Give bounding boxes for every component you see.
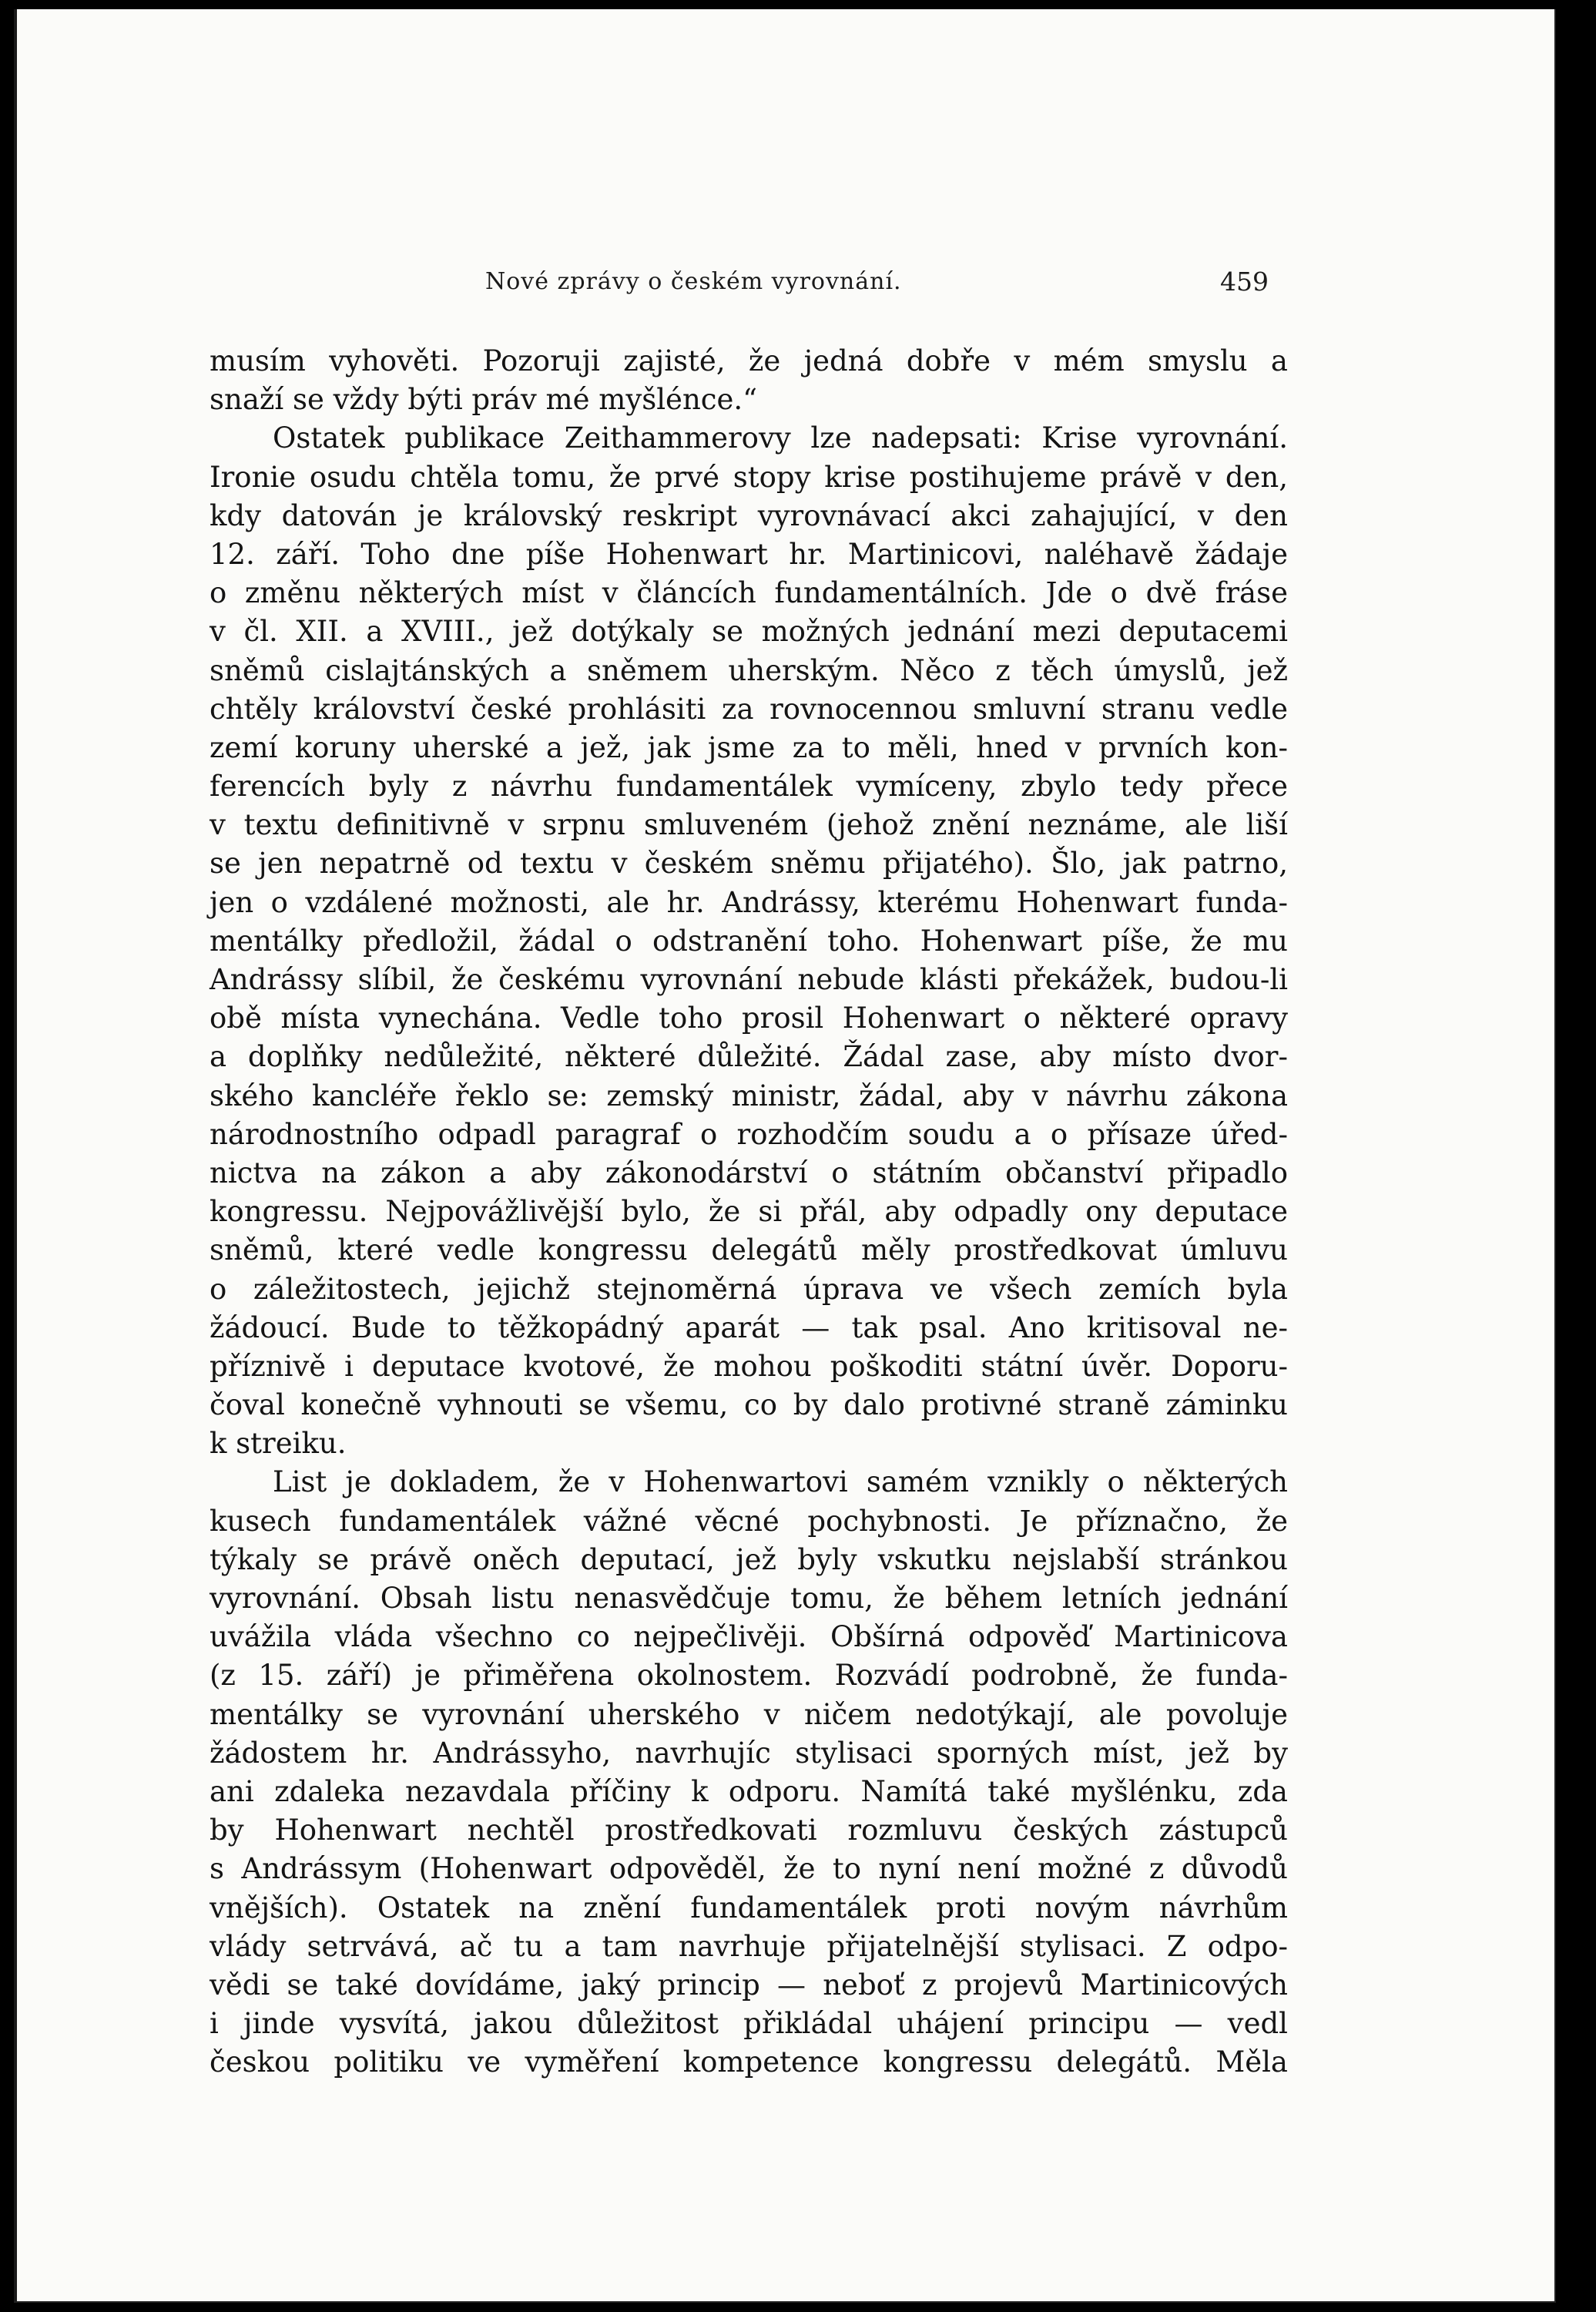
text-line: musím vyhověti. Pozoruji zajisté, že jedná dobře v mém smyslu a — [210, 344, 1288, 378]
text-line: ani zdaleka nezavdala příčiny k odporu. Namítá také myšlénku, zda — [210, 1774, 1288, 1808]
text-line: ferencích byly z návrhu fundamentálek vymíceny, zbylo tedy přece — [210, 770, 1288, 804]
text-line: vědi se také dovídáme, jaký princip — neboť z projevů Martinicových — [210, 1968, 1288, 2002]
text-line: českou politiku ve vyměření kompetence kongressu delegátů. Měla — [210, 2045, 1288, 2079]
text-line: žádostem hr. Andrássyho, navrhujíc stylisaci sporných míst, jež by — [210, 1736, 1288, 1770]
text-line: žádoucí. Bude to těžkopádný aparát — tak psal. Ano kritisoval ne- — [210, 1310, 1288, 1344]
text-line: obě místa vynechána. Vedle toho prosil Hohenwart o některé opravy — [210, 1002, 1288, 1035]
text-line: by Hohenwart nechtěl prostředkovati rozmluvu českých zástupců — [210, 1814, 1288, 1847]
text-line: snaží se vždy býti práv mé myšlénce.“ — [210, 383, 758, 417]
text-line: s Andrássym (Hohenwart odpověděl, že to nyní není možné z důvodů — [210, 1852, 1288, 1886]
text-line: čoval konečně vyhnouti se všemu, co by dalo protivné straně záminku — [210, 1388, 1288, 1422]
text-line: a doplňky nedůležité, některé důležité. Žádal zase, aby místo dvor- — [210, 1040, 1288, 1074]
text-line: kongressu. Nejpovážlivější bylo, že si přál, aby odpadly ony deputace — [210, 1195, 1288, 1229]
text-line: se jen nepatrně od textu v českém sněmu přijatého). Šlo, jak patrno, — [210, 847, 1288, 881]
body-text — [210, 342, 1288, 2082]
running-title: Nové zprávy o českém vyrovnání. — [485, 268, 902, 295]
text-line: zemí koruny uherské a jež, jak jsme za to měli, hned v prvních kon- — [210, 730, 1288, 764]
text-line: příznivě i deputace kvotové, že mohou poškoditi státní úvěr. Doporu- — [210, 1349, 1288, 1383]
page-sheet — [14, 9, 1556, 2303]
text-line: sněmů cislajtánských a sněmem uherským. Něco z těch úmyslů, jež — [210, 653, 1288, 687]
text-line: 12. září. Toho dne píše Hohenwart hr. Martinicovi, naléhavě žádaje — [210, 537, 1288, 571]
text-line: vlády setrvává, ač tu a tam navrhuje přijatelnější stylisaci. Z odpo- — [210, 1929, 1288, 1963]
page-number: 459 — [1220, 267, 1269, 297]
text-line: chtěly království české prohlásiti za rovnocennou smluvní stranu vedle — [210, 692, 1288, 726]
text-line: v čl. XII. a XVIII., jež dotýkaly se možných jednání mezi deputacemi — [210, 615, 1288, 649]
text-line: mentálky předložil, žádal o odstranění toho. Hohenwart píše, že mu — [210, 924, 1288, 958]
text-line: nictva na zákon a aby zákonodárství o státním občanství připadlo — [210, 1156, 1288, 1190]
text-line: (z 15. září) je přiměřena okolnostem. Rozvádí podrobně, že funda- — [210, 1659, 1288, 1693]
text-line: k streiku. — [210, 1427, 347, 1461]
text-line: vyrovnání. Obsah listu nenasvědčuje tomu, že během letních jednání — [210, 1582, 1288, 1615]
text-line: Ironie osudu chtěla tomu, že prvé stopy krise postihujeme právě v den, — [210, 460, 1288, 494]
text-line: ského kancléře řeklo se: zemský ministr, žádal, aby v návrhu zákona — [210, 1079, 1288, 1112]
paragraph-start-line: List je dokladem, že v Hohenwartovi samém vznikly o některých — [273, 1465, 1288, 1499]
paragraph-start-line: Ostatek publikace Zeithammerovy lze nadepsati: Krise vyrovnání. — [273, 421, 1288, 455]
text-line: Andrássy slíbil, že českému vyrovnání nebude klásti překážek, budou-li — [210, 963, 1288, 996]
text-line: jen o vzdálené možnosti, ale hr. Andrássy, kterému Hohenwart funda- — [210, 885, 1288, 919]
text-line: v textu definitivně v srpnu smluveném (jehož znění neznáme, ale liší — [210, 808, 1288, 842]
text-line: kdy datován je královský reskript vyrovnávací akci zahajující, v den — [210, 498, 1288, 532]
text-line: kusech fundamentálek vážné věcné pochybnosti. Je příznačno, že — [210, 1504, 1288, 1538]
text-line: i jinde vysvítá, jakou důležitost přikládal uhájení principu — vedl — [210, 2007, 1288, 2041]
text-line: vnějších). Ostatek na znění fundamentálek proti novým návrhům — [210, 1891, 1288, 1924]
text-line: týkaly se právě oněch deputací, jež byly vskutku nejslabší stránkou — [210, 1542, 1288, 1576]
text-line: sněmů, které vedle kongressu delegátů měly prostředkovat úmluvu — [210, 1233, 1288, 1267]
text-line: o záležitostech, jejichž stejnoměrná úprava ve všech zemích byla — [210, 1272, 1288, 1306]
text-line: mentálky se vyrovnání uherského v ničem nedotýkají, ale povoluje — [210, 1697, 1288, 1731]
running-header — [14, 263, 1554, 310]
text-line: uvážila vláda všechno co nejpečlivěji. Obšírná odpověď Martinicova — [210, 1620, 1288, 1654]
text-line: národnostního odpadl paragraf o rozhodčím soudu a o přísaze úřed- — [210, 1117, 1288, 1151]
text-line: o změnu některých míst v článcích fundamentálních. Jde o dvě fráse — [210, 576, 1288, 610]
